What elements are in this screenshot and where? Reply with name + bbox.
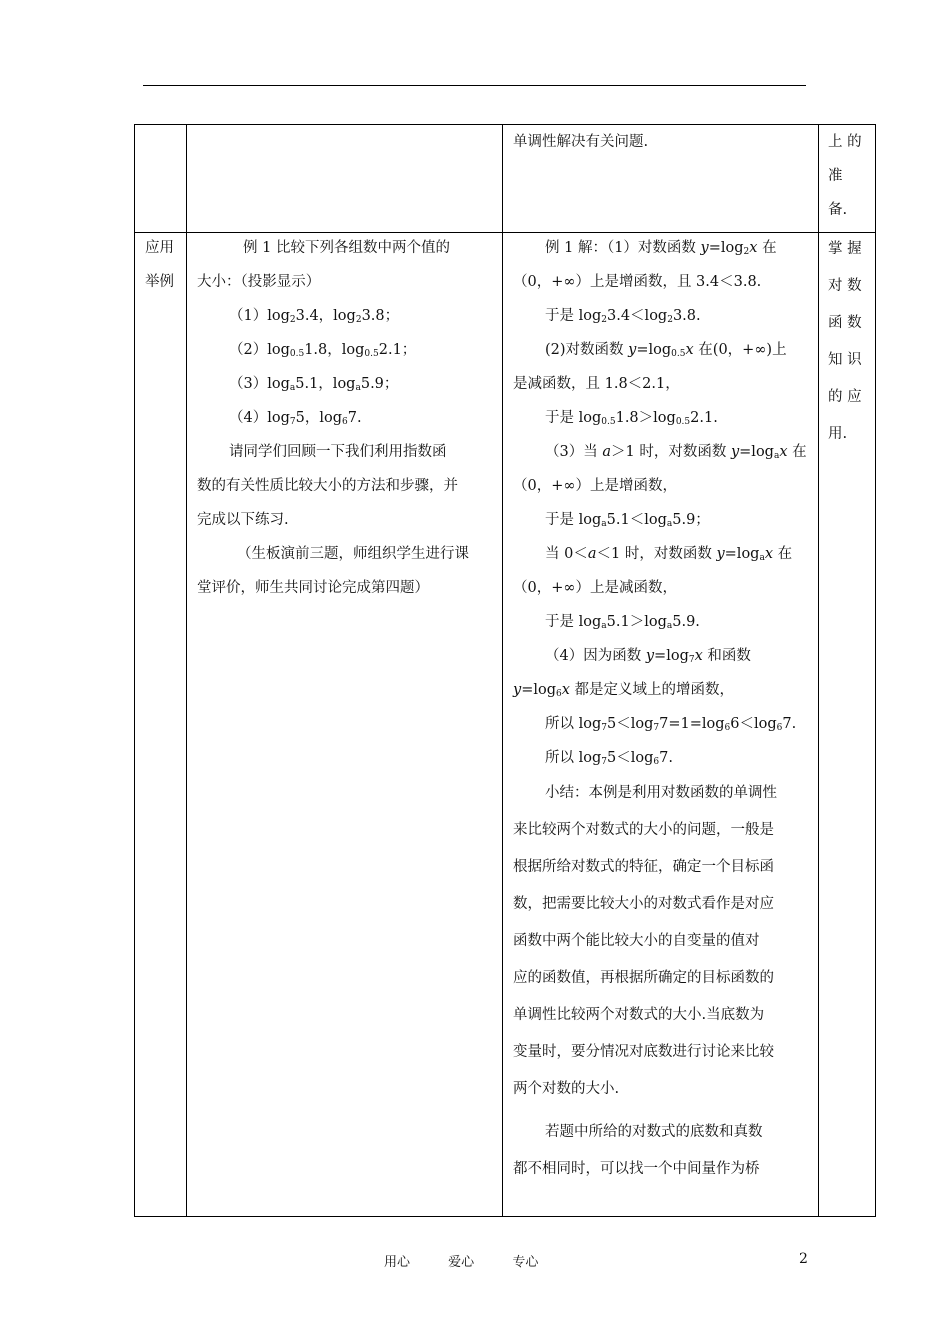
column-divider	[502, 125, 503, 1216]
summary-paragraph: 小结：本例是利用对数函数的单调性 来比较两个对数式的大小的问题，一般是 根据所给对数式的特征，确定一个目标函 数，把需要比较大小的对数式看作是对应 函数中两个能比较大小的自变量的值对 应的函数值，再根据所确定的目标函数的 单调性比较两个对数式的大小.当底数为 变量时，要分情况对底数进行讨论来比较 两个对数的大小. 若题中所给的对数式的底数和真数 都不相同时，可以找一个中间量作为桥	[513, 785, 777, 1177]
lesson-table	[134, 124, 876, 1217]
problem-item-2: $(2)\log_{0.5}1.8$，$\log_{0.5}2.1$；	[229, 342, 417, 359]
problem-item-1: $(1)\log_23.4$，$\log_23.8$；	[229, 308, 400, 325]
design-intent-cell: 掌 握 对 数 函 数 知 识 的 应 用.	[828, 241, 862, 442]
column-divider	[818, 125, 819, 1216]
teacher-activity-cell: 例 1 比较下列各组数中两个值的 大小：（投影显示） $(1)\log_23.4$，$\log_23.8$； $(2)\log_{0.5}1.8$，$\log_{0.5}2.1$； $(3)\log_a5.1$，$\log_a5.9$； $(4)\log_75$，$\log_67$. 请同学们回顾一下我们利用指数函 数的有关性质比较大小的方法和步骤，并 完成以下练习. （生板演前三题，师组织学生进行课 堂评价，师生共同讨论完成第四题）	[197, 240, 469, 596]
row1-intent-cell: 上 的 准 备.	[828, 134, 862, 218]
solution-cell: 例 1 解：（1）对数函数 $y=\log_2x$ 在 （0，+∞）上是增函数，且 3.4＜3.8. 于是 $\log_23.4<\log_23.8$. (2)对数函数 $y=\log_{0.5}x$ 在(0，+∞)上 是减函数，且 1.8＜2.1， 于是 $\log_{0.5}1.8>\log_{0.5}2.1$. （3）当 a＞1 时，对数函数 $y=\log_ax$ 在 （0，+∞）上是增函数， 于是 $\log_a5.1<\log_a5.9$； 当 0＜a＜1 时，对数函数 $y=\log_ax$ 在 （0，+∞）上是减函数， 于是 $\log_a5.1>\log_a5.9$. （4）因为函数 $y=\log_7x$ 和函数 $y=\log_6x$ 都是定义域上的增函数， 所以 $\log_75<\log_77=1=\log_66<\log_67$. 所以 $\log_75<\log_67$. 小结：本例是利用对数函数的单调性 来比较两个对数式的大小的问题，一般是 根据所给对数式的特征，确定一个目标函 数，把需要比较大小的对数式看作是对应 函数中两个能比较大小的自变量的值对 应的函数值，再根据所确定的目标函数的 单调性比较两个对数式的大小.当底数为 变量时，要分情况对底数进行讨论来比较 两个对数的大小. 若题中所给的对数式的底数和真数 都不相同时，可以找一个中间量作为桥	[513, 231, 807, 1188]
problem-item-3: $(3)\log_a5.1$，$\log_a5.9$；	[229, 376, 399, 393]
header-rule	[143, 85, 806, 86]
page-footer: 用心 爱心 专心	[384, 1255, 539, 1270]
stage-label-cell: 应用 举例	[145, 240, 174, 290]
row1-process-cell: 单调性解决有关问题.	[513, 134, 649, 150]
problem-item-4: $(4)\log_75$，$\log_67$.	[229, 410, 362, 427]
page-number: 2	[799, 1251, 808, 1267]
column-divider	[186, 125, 187, 1216]
